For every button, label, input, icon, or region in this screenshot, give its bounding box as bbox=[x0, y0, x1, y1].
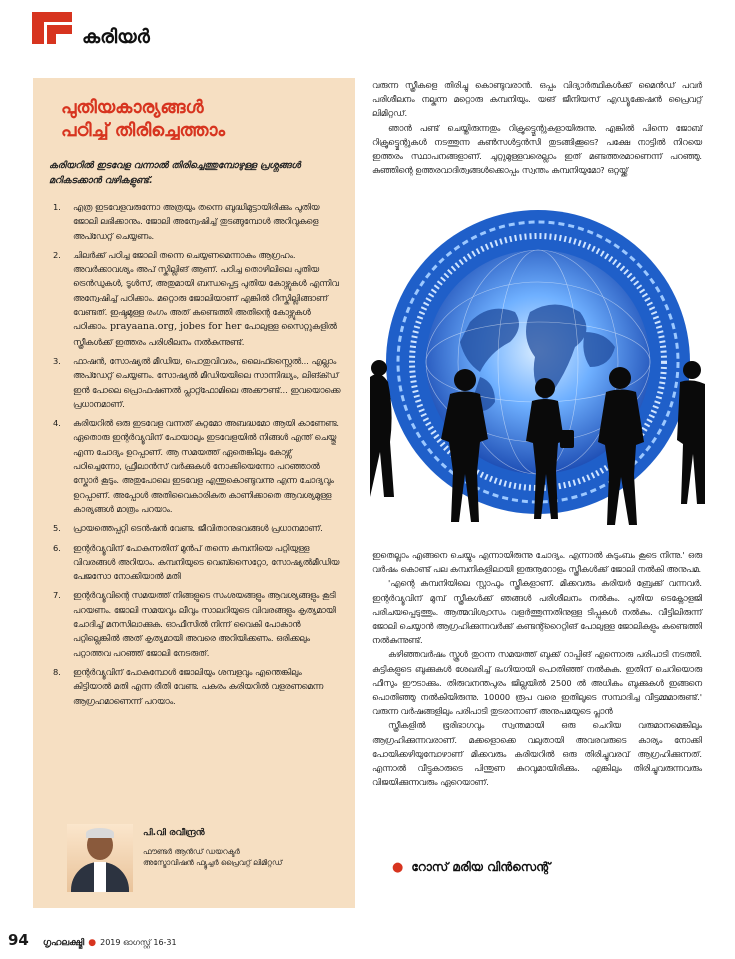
bullet-icon: ● bbox=[392, 860, 404, 875]
author-role-line2: അസ്ട്രോവിഷൻ ഫ്യൂച്ചർ പ്രൈവറ്റ് ലിമിറ്റഡ് bbox=[143, 858, 283, 867]
list-item bbox=[49, 416, 341, 516]
list-item bbox=[49, 541, 341, 584]
author-name: പി.വി രവീന്ദ്രൻ bbox=[143, 828, 205, 838]
globe-silhouettes-illustration bbox=[370, 202, 705, 532]
page-number: 94 bbox=[8, 931, 29, 949]
item-text: കരിയറിൽ ഒരു ഇടവേള വന്നത് കുറ്റമോ അബദ്ധമോ ആയി കാണേണ്ട. ഏതൊരു ഇന്റർവ്യൂവിന് പോയാലും ഇടവേളയിൽ നിങ്ങൾ എന്ത് ചെയ്തു എന്ന ചോദ്യം ഉറപ്പാണ്. ആ സമയത്ത് ഏതെങ്കിലും കോഴ്സ് പഠിച്ചെന്നോ, ഫ്രീലാൻസ് വർക്കുകൾ നോക്കിയെന്നോ പറഞ്ഞാൽ സ്കോർ കൂടും. അതുപോലെ ഇടവേള എന്തുകൊണ്ടുവന്നു എന്ന ചോദ്യവും ഉറപ്പാണ്. അപ്പോൾ അതിവൈകാരികത കാണിക്കാതെ ആവശ്യമുള്ള കാര്യങ്ങൾ മാത്രം പറയാം. bbox=[73, 418, 340, 514]
item-text: ഇന്റർവ്യൂവിന് പോകുമ്പോൾ ജോലിയും ശമ്പളവും എന്തെങ്കിലും കിട്ടിയാൽ മതി എന്ന രീതി വേണ്ട. പകരം കരിയറിൽ വളരണമെന്ന ആഗ്രഹമാണെന്ന് പറയാം. bbox=[73, 666, 324, 706]
item-text: എത്ര ഇടവേളവരുന്നോ അത്രയും തന്നെ ബുദ്ധിമുട്ടായിരിക്കും പുതിയ ജോലി ലഭിക്കാനും. ജോലി അന്വേഷിച്ച് തുടങ്ങുമ്പോൾ അറിവുകളെ അപ്ഡേറ്റ് ചെയ്യണം. bbox=[73, 202, 320, 241]
item-number: 8. bbox=[53, 666, 61, 677]
magazine-logo-icon bbox=[32, 12, 72, 44]
section-title: കരിയർ bbox=[82, 26, 150, 48]
list-item bbox=[49, 665, 341, 708]
article-column-bottom bbox=[372, 548, 702, 789]
article-paragraph: കഴിഞ്ഞവർഷം സ്കൂൾ തുറന്ന സമയത്ത് ബുക്ക് റാപ്പിങ് എന്നൊരു പരിപാടി നടത്തി. കുട്ടികളുടെ ബുക്കുകൾ ശേഖരിച്ച് ഭംഗിയായി പൊതിഞ്ഞ് നൽകുക. ഇതിന് ചെറിയൊരു ഫീസും ഈടാക്കും. തിരുവനന്തപുരം ജില്ലയിൽ 2500 ൽ അധികം ബുക്കുകൾ ഇങ്ങനെ പൊതിഞ്ഞു നൽകിയിരുന്നു. 10000 രൂപ വരെ ഇതിലൂടെ സമ്പാദിച്ച വീട്ടമ്മമാരുണ്ട്.' വരുന്ന വർഷങ്ങളിലും പരിപാടി തുടരാനാണ് അനുപമയുടെ പ്ലാൻ bbox=[372, 649, 702, 717]
article-column-top bbox=[372, 78, 702, 177]
article-paragraph: സ്ത്രീകളിൽ ഭൂരിഭാഗവും സ്വന്തമായി ഒരു ചെറിയ വരുമാനമെങ്കിലും ആഗ്രഹിക്കുന്നവരാണ്. മക്കളൊക്കെ വലുതായി അവരവരുടെ കാര്യം നോക്കി പോയിക്കഴിയുമ്പോഴാണ് മിക്കവരും കരിയറിൽ ഒരു തിരിച്ചുവരവ് ആഗ്രഹിക്കുന്നത്. എന്നാൽ വീട്ടുകാരുടെ പിന്തുണ കുറവുമായിരിക്കും. എങ്കിലും തിരിച്ചുവരുന്നവരും വിജയിക്കുന്നവരും ഏറെയാണ്. bbox=[372, 720, 702, 788]
author-text bbox=[143, 828, 282, 868]
article-paragraph: ഞാൻ പണ്ട് ചെയ്തിരുന്നതും റിക്രൂട്ട്മെന്റുകളായിരുന്നു. എങ്കിൽ പിന്നെ ജോബ് റിക്രൂട്ട്മെന്റുകൾ നടത്തുന്ന കൺസൾട്ടൻസി തുടങ്ങിക്കൂടെ? പക്ഷേ നാട്ടിൽ നിറയെ ഇത്തരം സ്ഥാപനങ്ങളാണ്. ചുറ്റുമുള്ളവരെല്ലാം ഇത് മണ്ടത്തരമാണെന്ന് പറഞ്ഞു. കുഞ്ഞിന്റെ ഉത്തരവാദിത്വങ്ങൾക്കൊപ്പം സ്വന്തം കമ്പനിയുമോ? ഒറ്റയ്ക്ക് bbox=[372, 122, 702, 176]
item-text-main: ചിലർക്ക് പഠിച്ച ജോലി തന്നെ ചെയ്യണമെന്നാകും ആഗ്രഹം. അവർക്കാവശ്യം അപ് സ്കില്ലിങ് ആണ്. പഠിച്ച തൊഴിലിലെ പുതിയ ട്രെൻഡുകൾ, ടൂൾസ്, അതുമായി ബന്ധപ്പെട്ട പുതിയ കോഴ്സുകൾ എന്നിവ അന്വേഷിച്ച് പഠിക്കാം. മറ്റൊരു ജോലിയാണ് എങ്കിൽ റീസ്കില്ലിങ്ങാണ് വേണ്ടത്. ഇഷ്ടമുള്ള രംഗം അത് കണ്ടെത്തി അതിന്റെ കോഴ്സുകൾ പഠിക്കാം. bbox=[73, 249, 339, 332]
sidebar-intro: കരിയറിൽ ഇടവേള വന്നാൽ തിരിച്ചെത്തുമ്പോഴുള്ള പ്രശ്നങ്ങൾ മറികടക്കാൻ വഴികളുണ്ട്. bbox=[49, 160, 301, 186]
list-item bbox=[49, 588, 341, 659]
item-number: 6. bbox=[53, 542, 61, 553]
list-item bbox=[49, 248, 341, 349]
item-number: 7. bbox=[53, 590, 61, 601]
item-text: പ്രായത്തെപ്പറ്റി ടെൻഷൻ വേണ്ട. ജീവിതാനുഭവങ്ങൾ പ്രധാനമാണ്. bbox=[73, 523, 323, 534]
item-number: 3. bbox=[53, 355, 61, 366]
issue-date: 2019 ഓഗസ്റ്റ് 16-31 bbox=[100, 938, 177, 947]
article-paragraph: 'എന്റെ കമ്പനിയിലെ സ്റ്റാഫും സ്ത്രീകളാണ്. മിക്കവരും കരിയർ ബ്രേക്ക് വന്നവർ. ഇന്റർവ്യൂവിന് മുമ്പ് സ്ത്രീകൾക്ക് ഞങ്ങൾ പരിശീലനം നൽകും. പുതിയ ടെക്നോളജി പരിചയപ്പെടുത്തും. ആത്മവിശ്വാസം വളർത്തുന്നതിനുള്ള ടിപ്പുകൾ നൽകും. വീട്ടിലിരുന്ന് ജോലി ചെയ്യാൻ ആഗ്രഹിക്കുന്നവർക്ക് കണ്ടന്റ്റൈറ്റിങ് പോലുള്ള ജോലികളും കണ്ടെത്തി നൽകുന്നുണ്ട്. bbox=[372, 578, 702, 646]
author-photo bbox=[67, 824, 133, 892]
item-number: 4. bbox=[53, 418, 61, 429]
article-paragraph: വരുന്ന സ്ത്രീകളെ തിരിച്ചു കൊണ്ടുവരാൻ. ഒപ്പം വിദ്യാർത്ഥികൾക്ക് മൈൻഡ് പവർ പരിശീലനം നല്കുന്ന മറ്റൊരു കമ്പനിയും. യങ് ജീനിയസ് എഡ്യൂക്കേഷൻ പ്രൈവറ്റ് ലിമിറ്റഡ്. bbox=[372, 80, 702, 119]
list-item bbox=[49, 354, 341, 411]
article-paragraph: ഇതെല്ലാം എങ്ങനെ ചെയ്യും എന്നായിരുന്നു ചോദ്യം. എന്നാൽ കുടുംബം കൂടെ നിന്നു.' ഒരു വർഷം കൊണ്ട് പല കമ്പനികളിലായി ഇരുനൂറോളം സ്ത്രീകൾക്ക് ജോലി നൽകി അനുപമ. bbox=[372, 550, 702, 575]
magazine-name: ഗൃഹലക്ഷ്മി bbox=[42, 938, 85, 948]
sidebar-title-line1: പുതിയകാര്യങ്ങൾ bbox=[61, 97, 204, 118]
item-number: 5. bbox=[53, 523, 61, 534]
item-text: ഇന്റർവ്യൂവിന്റെ സമയത്ത് നിങ്ങളുടെ സംശയങ്ങളും ആവശ്യങ്ങളും കൂടി പറയണം. ജോലി സമയവും ലീവും സാലറിയുടെ വിവരങ്ങളും കൃത്യമായി ചോദിച്ച് മനസിലാക്കുക. ഓഫീസിൽ നിന്ന് വൈകി പോകാൻ പറ്റില്ലെങ്കിൽ അത് കൃത്യമായി അവരെ അറിയിക്കണം. ഒരിക്കലും പറ്റാത്തവ പറഞ്ഞ് ജോലി നേടരുത്. bbox=[73, 590, 336, 658]
list-item bbox=[49, 521, 341, 535]
item-text: ഫാഷൻ, സോഷ്യൽ മീഡിയ, പൊതുവിവരം, ലൈഫ്സ്റ്റൈൽ... എല്ലാം അപ്ഡേറ്റ് ചെയ്യണം. സോഷ്യൽ മീഡിയയിലെ സാന്നിദ്ധ്യം, ലിങ്ക്ഡ് ഇൻ പോലെ പ്രൊഫഷണൽ പ്ലാറ്റ്ഫോമിലെ അക്കൗണ്ട്... ഇവയൊക്കെ പ്രധാനമാണ്. bbox=[73, 355, 341, 409]
list-item bbox=[49, 200, 341, 243]
item-number: 2. bbox=[53, 249, 61, 260]
tips-sidebar bbox=[33, 78, 355, 908]
author-role-line1: ഫൗണ്ടർ ആൻഡ് ഡയറക്ടർ bbox=[143, 847, 240, 856]
sidebar-title bbox=[61, 96, 341, 142]
author-byline: റോസ് മരിയ വിൻസെന്റ് bbox=[411, 860, 551, 874]
byline bbox=[392, 860, 550, 875]
page-footer bbox=[8, 931, 177, 949]
item-text: ഇന്റർവ്യൂവിന് പോകുന്നതിന് മുൻപ് തന്നെ കമ്പനിയെ പറ്റിയുള്ള വിവരങ്ങൾ അറിയാം. കമ്പനിയുടെ വെബ്സൈറ്റോ, സോഷ്യൽമീഡിയ പേജസോ നോക്കിയാൽ മതി bbox=[73, 542, 340, 582]
item-text bbox=[73, 248, 341, 349]
sidebar-title-line2: പഠിച്ച് തിരിച്ചെത്താം bbox=[61, 120, 226, 141]
tips-list bbox=[49, 200, 341, 708]
author-role bbox=[143, 846, 282, 868]
bullet-icon: ● bbox=[88, 938, 97, 948]
item-sites: prayaana.org, jobes for her bbox=[109, 321, 242, 333]
item-text-after: പോലുള്ള സൈറ്റുകളിൽ സ്ത്രീകൾക്ക് ഇത്തരം പരിശീലനം നൽകുന്നുണ്ട്. bbox=[73, 321, 337, 347]
item-number: 1. bbox=[53, 202, 61, 212]
author-block bbox=[67, 824, 282, 892]
